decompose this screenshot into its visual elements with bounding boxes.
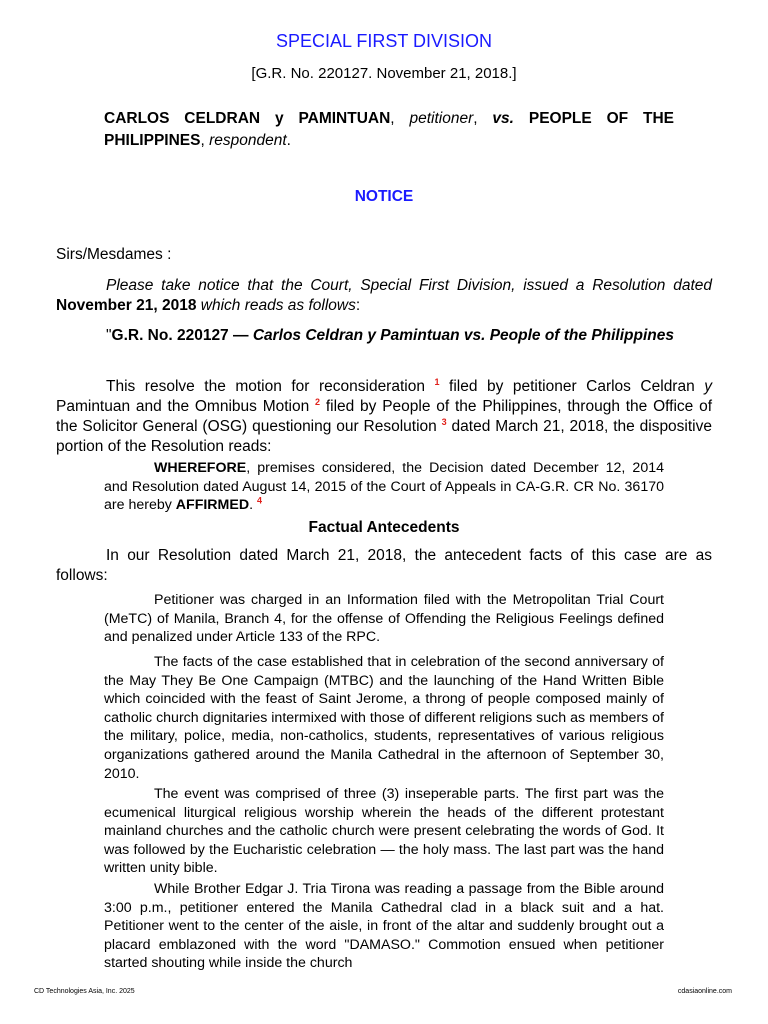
affirmed-label: AFFIRMED	[175, 497, 250, 514]
caption-dash: —	[233, 327, 249, 344]
para1-text-b: filed by petitioner Carlos Celdran	[449, 378, 695, 395]
intro-text-end: which reads as follows	[200, 297, 356, 314]
quoted-paragraph-2: The facts of the case established that in celebration of the second anniversary of the May They Be One Campaign (MTBC) and the launching of the Hand Written Bible which coincided with the feast of Saint Jerome, a throng of people composed mainly of catholic church dignitaries intermixed with those of different religions such as members of the military, police, media, non-catholics, students, representatives of various religious organizations gathered around the Manila Cathedral in the afternoon of September 30, 2010.	[104, 654, 664, 782]
versus-label: vs.	[492, 110, 514, 127]
petitioner-name: CARLOS CELDRAN y PAMINTUAN	[104, 110, 391, 127]
body-paragraph-1	[56, 377, 712, 457]
para1-y: y	[704, 378, 712, 395]
para1-text-a: This resolve the motion for reconsideration	[106, 378, 425, 395]
footnote-4-link[interactable]: 4	[256, 495, 262, 506]
footnote-1-link[interactable]: 1	[434, 376, 440, 387]
case-caption: "G.R. No. 220127 — Carlos Celdran y Pamintuan vs. People of the Philippines	[106, 327, 674, 344]
para1-text-c: Pamintuan and the Omnibus Motion	[56, 398, 310, 415]
quoted-paragraph-1: Petitioner was charged in an Information filed with the Metropolitan Trial Court (MeTC) of Manila, Branch 4, for the offense of Offending the Religious Feelings defined and penalized under Article 133 of the RPC.	[104, 592, 664, 646]
caption-gr: G.R. No. 220127	[111, 327, 229, 344]
para1-text-d: filed by People of the Philippines, through the Office of the Solicitor General (OSG) questioning our Resolution	[56, 398, 712, 435]
quoted-paragraph-4: While Brother Edgar J. Tria Tirona was reading a passage from the Bible around 3:00 p.m., petitioner entered the Manila Cathedral clad in a black suit and a hat. Petitioner went to the center of the aisle, in front of the altar and suddenly brought out a placard emblazoned with the word "DAMASO." Commotion ensued when petitioner started shouting while inside the church	[104, 881, 664, 972]
body-paragraph-2: In our Resolution dated March 21, 2018, the antecedent facts of this case are as follows:	[56, 547, 712, 584]
caption-title: Carlos Celdran y Pamintuan vs. People of the Philippines	[252, 327, 674, 344]
footnote-2-link[interactable]: 2	[315, 396, 321, 407]
resolution-date: November 21, 2018	[56, 297, 197, 314]
intro-text: Please take notice that the Court, Special First Division, issued a Resolution dated	[106, 277, 712, 294]
intro-paragraph: Please take notice that the Court, Special First Division, issued a Resolution dated November 21, 2018 which reads as follows:	[56, 277, 712, 314]
dispositive-text: , premises considered, the Decision dated December 12, 2014 and Resolution dated August 14, 2015 of the Court of Appeals in CA-G.R. CR No. 36170 are hereby	[104, 460, 664, 514]
footer-site-link[interactable]: cdasiaonline.com	[677, 988, 732, 995]
wherefore-label: WHEREFORE	[154, 460, 247, 476]
section-heading: Factual Antecedents	[308, 519, 460, 536]
quoted-dispositive: WHEREFORE, premises considered, the Decision dated December 12, 2014 and Resolution dated August 14, 2015 of the Court of Appeals in CA-G.R. CR No. 36170 are hereby AFFIRMED. $^4$	[104, 460, 664, 514]
division-heading: SPECIAL FIRST DIVISION	[275, 31, 493, 51]
case-number: [G.R. No. 220127. November 21, 2018.]	[251, 65, 517, 82]
salutation: Sirs/Mesdames :	[56, 246, 172, 263]
respondent-role: respondent	[209, 132, 287, 149]
case-parties: CARLOS CELDRAN y PAMINTUAN, petitioner, vs. PEOPLE OF THE PHILIPPINES, respondent.	[104, 110, 674, 149]
respondent-name: PEOPLE OF THE PHILIPPINES	[104, 110, 674, 149]
footer-copyright: CD Technologies Asia, Inc. 2025	[34, 988, 135, 995]
para1-text-e: dated March 21, 2018, the dispositive portion of the Resolution reads:	[56, 418, 712, 455]
notice-title: NOTICE	[354, 188, 414, 205]
quoted-paragraph-3: The event was comprised of three (3) inseperable parts. The first part was the ecumenical liturgical religious worship wherein the heads of the different protestant mainland churches and the catholic church were present celebrating the words of God. It was followed by the Eucharistic celebration — the holy mass. The last part was the hand written unity bible.	[104, 786, 664, 877]
footnote-3-link[interactable]: 3	[441, 416, 447, 427]
petitioner-role: petitioner	[409, 110, 474, 127]
